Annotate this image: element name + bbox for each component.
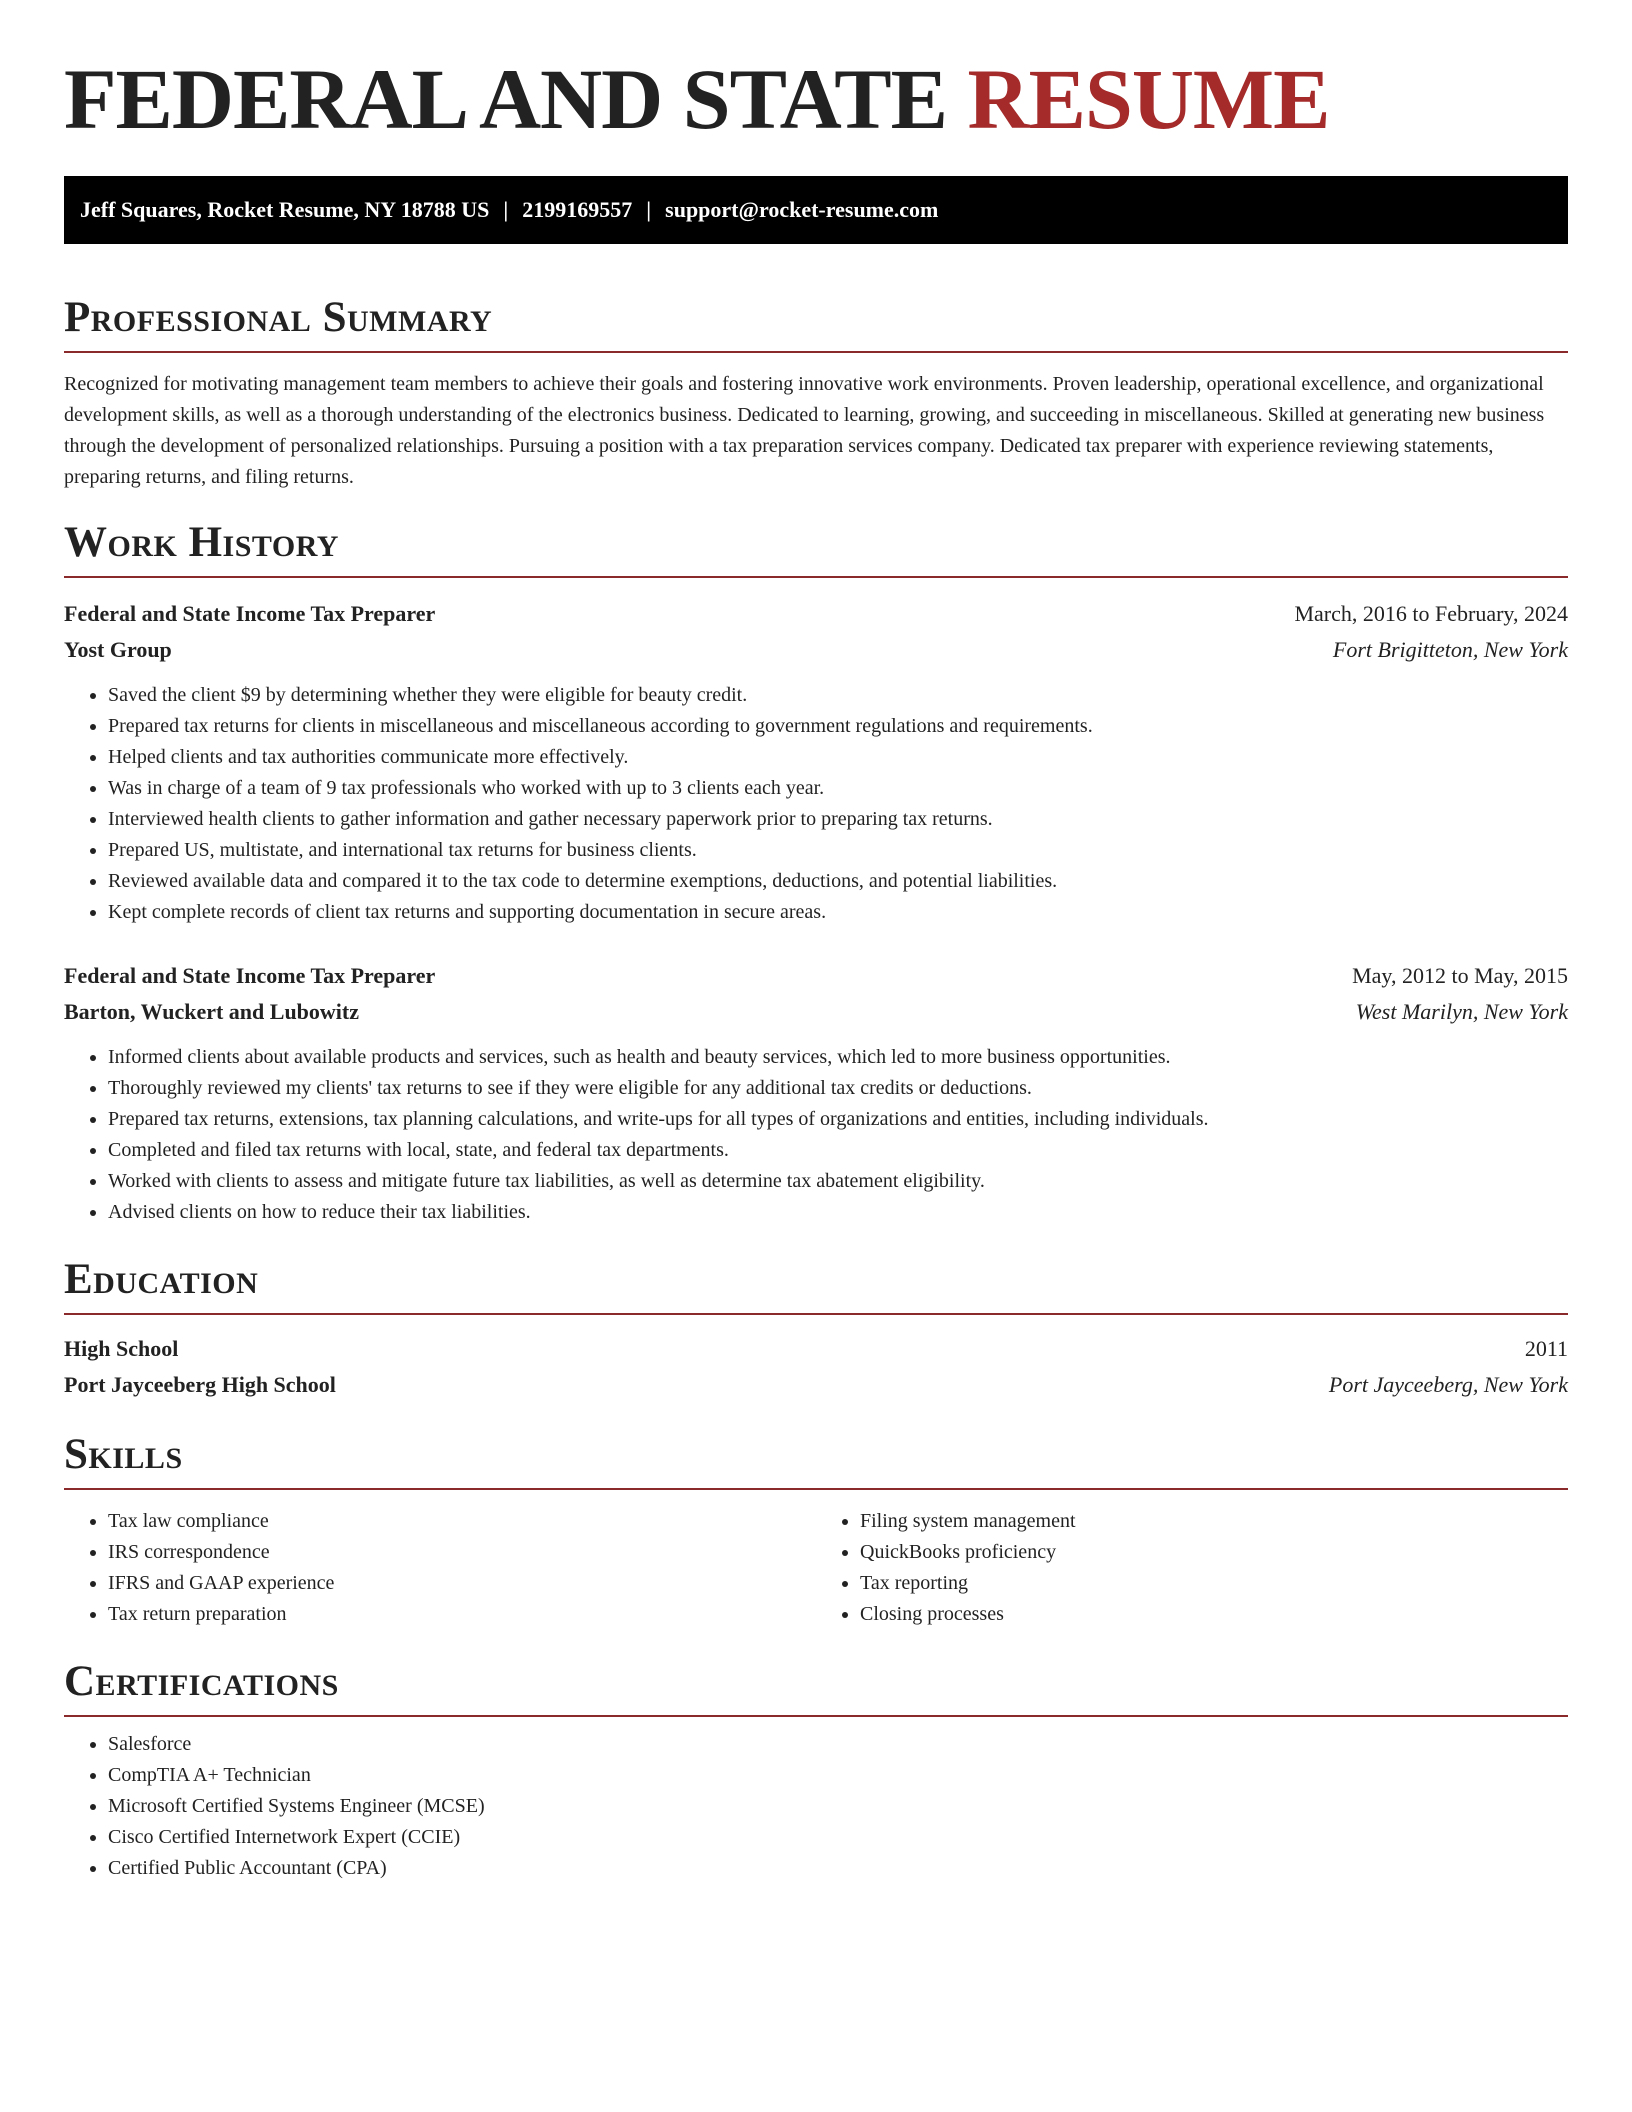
- summary-section: [64, 290, 1568, 493]
- job-bullet: • Prepared US, multistate, and international tax returns for business clients.: [108, 835, 1568, 866]
- skill-item: • Tax return preparation: [108, 1599, 816, 1630]
- skill-item: • Closing processes: [860, 1599, 1568, 1630]
- certification-item: • Cisco Certified Internetwork Expert (CCIE): [108, 1822, 1568, 1853]
- contact-separator: |: [503, 197, 509, 222]
- job-bullet: • Prepared tax returns for clients in miscellaneous and miscellaneous according to government regulations and requirements.: [108, 711, 1568, 742]
- skill-item: • IFRS and GAAP experience: [108, 1568, 816, 1599]
- skills-heading: Skills: [64, 1427, 1568, 1490]
- job-company-row: [64, 994, 1568, 1030]
- job-bullet: • Helped clients and tax authorities communicate more effectively.: [108, 742, 1568, 773]
- education-location: Port Jayceeberg, New York: [1328, 1372, 1568, 1397]
- skill-item: • Filing system management: [860, 1506, 1568, 1537]
- job-bullet: • Reviewed available data and compared it to the tax code to determine exemptions, deductions, and potential liabilities.: [108, 866, 1568, 897]
- education-school: Port Jayceeberg High School: [64, 1372, 336, 1397]
- contact-separator: |: [646, 197, 652, 222]
- job-location: Fort Brigitteton, New York: [1332, 637, 1568, 662]
- education-heading: Education: [64, 1252, 1568, 1315]
- certifications-list: [64, 1729, 1568, 1884]
- job-bullet: • Kept complete records of client tax returns and supporting documentation in secure areas.: [108, 897, 1568, 928]
- job-bullets: [64, 680, 1568, 928]
- summary-heading: Professional Summary: [64, 290, 1568, 353]
- summary-text: Recognized for motivating management team members to achieve their goals and fostering innovative work environments. Proven leadership, operational excellence, and organizational development skills, as well as a thorough understanding of the electronics business. Dedicated to learning, growing, and succeeding in miscellaneous. Skilled at generating new business through the development of personalized relationships. Pursuing a position with a tax preparation services company. Dedicated tax preparer with experience reviewing statements, preparing returns, and filing returns.: [64, 373, 1545, 488]
- skills-column-right: [816, 1506, 1568, 1630]
- job-title: Federal and State Income Tax Preparer: [64, 601, 436, 626]
- job-bullet: • Prepared tax returns, extensions, tax planning calculations, and write-ups for all types of organizations and entities, including individuals.: [108, 1104, 1568, 1135]
- certification-item: • Certified Public Accountant (CPA): [108, 1853, 1568, 1884]
- job-dates: May, 2012 to May, 2015: [1352, 963, 1568, 988]
- education-year: 2011: [1524, 1336, 1568, 1361]
- job-bullets: [64, 1042, 1568, 1228]
- contact-address: Jeff Squares, Rocket Resume, NY 18788 US: [80, 197, 490, 222]
- job-bullet: • Advised clients on how to reduce their tax liabilities.: [108, 1197, 1568, 1228]
- job-header-row: [64, 596, 1568, 632]
- job-bullet: • Informed clients about available products and services, such as health and beauty services, which led to more business opportunities.: [108, 1042, 1568, 1073]
- skills-column-left: [64, 1506, 816, 1630]
- job-bullet: • Saved the client $9 by determining whether they were eligible for beauty credit.: [108, 680, 1568, 711]
- contact-phone[interactable]: 2199169557: [522, 197, 633, 222]
- skills-grid: [64, 1506, 1568, 1630]
- work-history-heading: Work History: [64, 515, 1568, 578]
- job-location: West Marilyn, New York: [1355, 999, 1568, 1024]
- contact-email[interactable]: support@rocket-resume.com: [665, 197, 939, 222]
- education-entry: [64, 1331, 1568, 1403]
- contact-bar: [64, 176, 1568, 244]
- skill-item: • IRS correspondence: [108, 1537, 816, 1568]
- resume-page: [64, 0, 1568, 1884]
- certification-item: • Microsoft Certified Systems Engineer (MCSE): [108, 1791, 1568, 1822]
- skill-item: • QuickBooks proficiency: [860, 1537, 1568, 1568]
- education-degree-row: [64, 1331, 1568, 1367]
- job-title: Federal and State Income Tax Preparer: [64, 963, 436, 988]
- title-main: FEDERAL AND STATE: [64, 51, 948, 147]
- title-accent: RESUME: [967, 51, 1330, 147]
- job-bullet: • Worked with clients to assess and mitigate future tax liabilities, as well as determine tax abatement eligibility.: [108, 1166, 1568, 1197]
- skill-item: • Tax reporting: [860, 1568, 1568, 1599]
- job-bullet: • Completed and filed tax returns with local, state, and federal tax departments.: [108, 1135, 1568, 1166]
- job-entry: [64, 958, 1568, 1228]
- job-bullet: • Interviewed health clients to gather information and gather necessary paperwork prior to preparing tax returns.: [108, 804, 1568, 835]
- skill-item: • Tax law compliance: [108, 1506, 816, 1537]
- certifications-section: [64, 1654, 1568, 1884]
- certification-item: • CompTIA A+ Technician: [108, 1760, 1568, 1791]
- job-header-row: [64, 958, 1568, 994]
- certification-item: • Salesforce: [108, 1729, 1568, 1760]
- job-bullet: • Was in charge of a team of 9 tax professionals who worked with up to 3 clients each year.: [108, 773, 1568, 804]
- education-degree: High School: [64, 1336, 179, 1361]
- resume-title: [64, 0, 1568, 147]
- job-bullet: • Thoroughly reviewed my clients' tax returns to see if they were eligible for any additional tax credits or deductions.: [108, 1073, 1568, 1104]
- job-company: Barton, Wuckert and Lubowitz: [64, 999, 360, 1024]
- work-history-section: [64, 515, 1568, 1228]
- skills-section: [64, 1427, 1568, 1630]
- job-dates: March, 2016 to February, 2024: [1294, 601, 1568, 626]
- job-entry: [64, 596, 1568, 928]
- certifications-heading: Certifications: [64, 1654, 1568, 1717]
- job-company: Yost Group: [64, 637, 172, 662]
- job-company-row: [64, 632, 1568, 668]
- education-school-row: [64, 1367, 1568, 1403]
- education-section: [64, 1252, 1568, 1403]
